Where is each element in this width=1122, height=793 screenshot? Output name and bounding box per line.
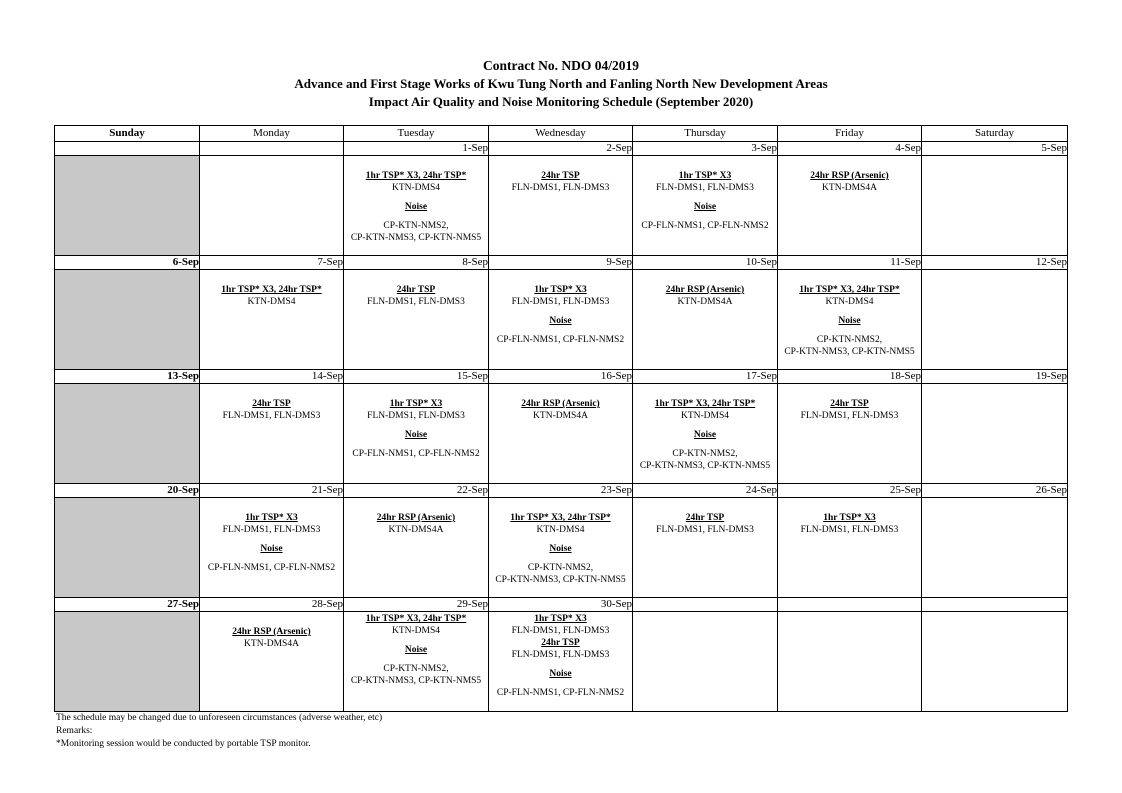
date-label: 17-Sep — [633, 370, 778, 384]
date-label: 22-Sep — [344, 484, 489, 498]
station-list: CP-KTN-NMS3, CP-KTN-NMS5 — [350, 676, 482, 686]
day-schedule-cell — [200, 612, 344, 712]
station-list: CP-KTN-NMS3, CP-KTN-NMS5 — [639, 461, 771, 471]
sunday-shaded-cell — [55, 156, 200, 256]
station-list: KTN-DMS4 — [825, 297, 874, 307]
monitoring-type: 1hr TSP* X3, 24hr TSP* — [365, 614, 467, 624]
day-schedule-cell — [778, 612, 922, 712]
monitoring-type: 24hr RSP (Arsenic) — [665, 285, 745, 295]
day-schedule-cell — [778, 384, 922, 484]
monitoring-type: 1hr TSP* X3, 24hr TSP* — [365, 171, 467, 181]
monitoring-type: Noise — [549, 669, 572, 679]
sunday-shaded-cell — [55, 270, 200, 370]
monitoring-type: 1hr TSP* X3, 24hr TSP* — [221, 285, 322, 295]
monitoring-type: Noise — [404, 430, 428, 440]
station-list: CP-KTN-NMS3, CP-KTN-NMS5 — [784, 347, 915, 357]
schedule-row — [55, 498, 1068, 598]
schedule-row — [55, 612, 1068, 712]
station-list: CP-KTN-NMS2, — [672, 449, 738, 459]
station-list: FLN-DMS1, FLN-DMS3 — [800, 411, 899, 421]
day-schedule-cell — [489, 498, 633, 598]
monitoring-type: Noise — [693, 202, 717, 212]
date-label: 15-Sep — [344, 370, 489, 384]
date-label: 19-Sep — [922, 370, 1068, 384]
station-list: KTN-DMS4A — [677, 297, 733, 307]
day-header: Thursday — [633, 126, 778, 142]
monitoring-type: Noise — [838, 316, 861, 326]
station-list: KTN-DMS4 — [680, 411, 730, 421]
date-label: 11-Sep — [778, 256, 922, 270]
day-schedule-cell — [200, 156, 344, 256]
station-list: CP-KTN-NMS3, CP-KTN-NMS5 — [350, 233, 482, 243]
date-label: 5-Sep — [922, 142, 1068, 156]
day-schedule-cell — [344, 498, 489, 598]
station-list: FLN-DMS1, FLN-DMS3 — [656, 525, 754, 535]
day-schedule-cell — [344, 612, 489, 712]
day-header: Wednesday — [489, 126, 633, 142]
project-title: Advance and First Stage Works of Kwu Tung North and Fanling North New Development Areas — [294, 76, 828, 91]
monitoring-type: 24hr RSP (Arsenic) — [376, 513, 456, 523]
station-list: CP-FLN-NMS1, CP-FLN-NMS2 — [207, 563, 336, 573]
day-schedule-cell — [200, 270, 344, 370]
station-list: FLN-DMS1, FLN-DMS3 — [511, 626, 610, 636]
station-list: CP-KTN-NMS3, CP-KTN-NMS5 — [495, 575, 626, 585]
date-label: 8-Sep — [344, 256, 489, 270]
monitoring-type: 24hr RSP (Arsenic) — [810, 171, 889, 181]
date-label: 14-Sep — [200, 370, 344, 384]
date-row — [55, 598, 1068, 612]
station-list: KTN-DMS4 — [536, 525, 585, 535]
station-list: KTN-DMS4A — [388, 525, 444, 535]
weekday-header-row — [55, 126, 1068, 142]
date-label: 29-Sep — [344, 598, 489, 612]
date-label — [778, 598, 922, 612]
date-label: 10-Sep — [633, 256, 778, 270]
station-list: FLN-DMS1, FLN-DMS3 — [800, 525, 899, 535]
day-header: Sunday — [55, 126, 200, 142]
date-label: 6-Sep — [55, 256, 200, 270]
monitoring-type: 24hr TSP — [541, 171, 580, 181]
station-list: FLN-DMS1, FLN-DMS3 — [367, 297, 465, 307]
station-list: CP-KTN-NMS2, — [816, 335, 883, 345]
day-schedule-cell — [344, 270, 489, 370]
date-label: 18-Sep — [778, 370, 922, 384]
day-schedule-cell — [633, 270, 778, 370]
day-header: Friday — [778, 126, 922, 142]
date-label — [200, 142, 344, 156]
station-list: KTN-DMS4A — [533, 411, 588, 421]
day-header: Saturday — [922, 126, 1068, 142]
day-schedule-cell — [633, 384, 778, 484]
station-list: KTN-DMS4 — [391, 626, 441, 636]
station-list: CP-KTN-NMS2, — [383, 664, 449, 674]
date-label — [55, 142, 200, 156]
date-label: 28-Sep — [200, 598, 344, 612]
date-label: 3-Sep — [633, 142, 778, 156]
date-label — [633, 598, 778, 612]
day-schedule-cell — [489, 612, 633, 712]
station-list: CP-FLN-NMS1, CP-FLN-NMS2 — [496, 335, 625, 345]
station-list: FLN-DMS1, FLN-DMS3 — [656, 183, 754, 193]
monitoring-type: 24hr TSP — [252, 399, 291, 409]
remarks-label: Remarks: — [56, 726, 93, 736]
schedule-row — [55, 384, 1068, 484]
sunday-shaded-cell — [55, 498, 200, 598]
day-schedule-cell — [489, 384, 633, 484]
date-label: 26-Sep — [922, 484, 1068, 498]
day-schedule-cell — [200, 498, 344, 598]
date-row — [55, 370, 1068, 384]
station-list: FLN-DMS1, FLN-DMS3 — [222, 411, 321, 421]
date-row — [55, 484, 1068, 498]
station-list: KTN-DMS4A — [244, 639, 299, 649]
day-schedule-cell — [778, 270, 922, 370]
monitoring-type: Noise — [549, 316, 572, 326]
station-list: FLN-DMS1, FLN-DMS3 — [511, 297, 610, 307]
station-list: FLN-DMS1, FLN-DMS3 — [511, 183, 610, 193]
day-schedule-cell — [489, 156, 633, 256]
station-list: FLN-DMS1, FLN-DMS3 — [511, 650, 610, 660]
day-schedule-cell — [778, 156, 922, 256]
footnotes — [56, 712, 382, 751]
monitoring-type: Noise — [404, 645, 428, 655]
monitoring-type: 1hr TSP* X3 — [534, 285, 587, 295]
day-schedule-cell — [922, 270, 1068, 370]
date-label: 4-Sep — [778, 142, 922, 156]
date-label: 13-Sep — [55, 370, 200, 384]
monitoring-type: 24hr TSP — [830, 399, 869, 409]
monitoring-type: 1hr TSP* X3, 24hr TSP* — [799, 285, 900, 295]
schedule-title: Impact Air Quality and Noise Monitoring Schedule (September 2020) — [368, 94, 754, 109]
station-list: CP-FLN-NMS1, CP-FLN-NMS2 — [641, 221, 769, 231]
station-list: KTN-DMS4A — [822, 183, 877, 193]
day-schedule-cell — [200, 384, 344, 484]
day-schedule-cell — [922, 612, 1068, 712]
day-header: Monday — [200, 126, 344, 142]
station-list: CP-FLN-NMS1, CP-FLN-NMS2 — [352, 449, 480, 459]
schedule-row — [55, 156, 1068, 256]
schedule-row — [55, 270, 1068, 370]
monitoring-type: 24hr RSP (Arsenic) — [232, 627, 311, 637]
station-list: CP-KTN-NMS2, — [527, 563, 594, 573]
station-list: CP-FLN-NMS1, CP-FLN-NMS2 — [496, 688, 625, 698]
schedule-change-note: The schedule may be changed due to unforeseen circumstances (adverse weather, etc) — [56, 713, 383, 723]
date-row — [55, 256, 1068, 270]
sunday-shaded-cell — [55, 384, 200, 484]
date-row — [55, 142, 1068, 156]
contract-number: Contract No. NDO 04/2019 — [483, 58, 639, 73]
day-schedule-cell — [344, 384, 489, 484]
monitoring-type: 1hr TSP* X3 — [678, 171, 732, 181]
day-schedule-cell — [922, 384, 1068, 484]
station-list: CP-KTN-NMS2, — [383, 221, 449, 231]
station-list: FLN-DMS1, FLN-DMS3 — [222, 525, 321, 535]
date-label: 20-Sep — [55, 484, 200, 498]
day-schedule-cell — [344, 156, 489, 256]
monitoring-type: 1hr TSP* X3, 24hr TSP* — [654, 399, 756, 409]
monitoring-type: 24hr TSP — [541, 638, 580, 648]
date-label: 21-Sep — [200, 484, 344, 498]
day-schedule-cell — [922, 156, 1068, 256]
date-label: 7-Sep — [200, 256, 344, 270]
monitoring-type: 1hr TSP* X3 — [534, 614, 587, 624]
monitoring-calendar — [54, 125, 1068, 712]
date-label: 24-Sep — [633, 484, 778, 498]
date-label: 23-Sep — [489, 484, 633, 498]
monitoring-type: 1hr TSP* X3 — [823, 513, 876, 523]
station-list: KTN-DMS4 — [247, 297, 296, 307]
date-label: 1-Sep — [344, 142, 489, 156]
monitoring-type: 1hr TSP* X3, 24hr TSP* — [510, 513, 611, 523]
date-label: 2-Sep — [489, 142, 633, 156]
monitoring-type: 1hr TSP* X3 — [389, 399, 443, 409]
day-schedule-cell — [633, 156, 778, 256]
monitoring-type: Noise — [404, 202, 428, 212]
day-schedule-cell — [922, 498, 1068, 598]
document-title — [0, 57, 1122, 111]
monitoring-type: Noise — [693, 430, 717, 440]
monitoring-type: Noise — [549, 544, 572, 554]
day-schedule-cell — [778, 498, 922, 598]
day-header: Tuesday — [344, 126, 489, 142]
sunday-shaded-cell — [55, 612, 200, 712]
date-label: 30-Sep — [489, 598, 633, 612]
date-label: 12-Sep — [922, 256, 1068, 270]
monitoring-type: 24hr TSP — [685, 513, 725, 523]
day-schedule-cell — [633, 612, 778, 712]
date-label: 16-Sep — [489, 370, 633, 384]
tsp-monitor-note: *Monitoring session would be conducted by portable TSP monitor. — [56, 739, 311, 749]
station-list: FLN-DMS1, FLN-DMS3 — [367, 411, 465, 421]
calendar-body — [55, 142, 1068, 712]
day-schedule-cell — [489, 270, 633, 370]
monitoring-type: 24hr TSP — [396, 285, 436, 295]
station-list: KTN-DMS4 — [391, 183, 441, 193]
day-schedule-cell — [633, 498, 778, 598]
date-label — [922, 598, 1068, 612]
date-label: 25-Sep — [778, 484, 922, 498]
date-label: 9-Sep — [489, 256, 633, 270]
monitoring-type: Noise — [260, 544, 283, 554]
date-label: 27-Sep — [55, 598, 200, 612]
monitoring-type: 1hr TSP* X3 — [245, 513, 298, 523]
monitoring-type: 24hr RSP (Arsenic) — [521, 399, 600, 409]
